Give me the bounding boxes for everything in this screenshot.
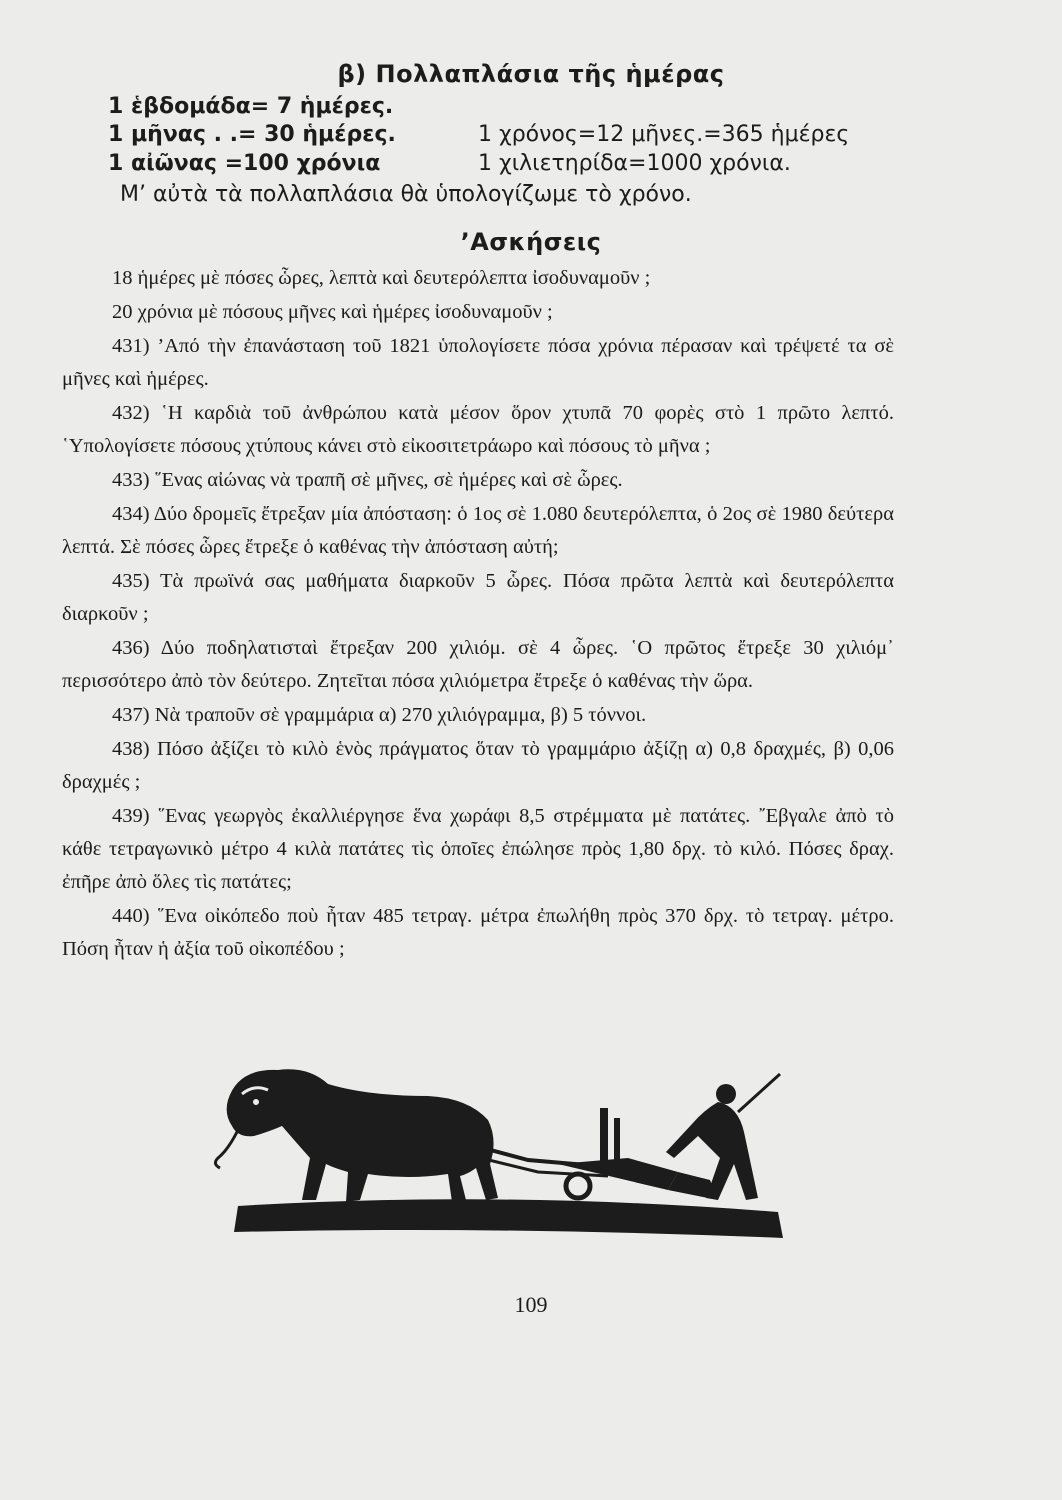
exercise-item: 440) ῞Ενα οἰκόπεδο ποὺ ἦταν 485 τετραγ. μέτρα ἐπωλήθη πρὸς 370 δρχ. τὸ τετραγ. μέτρο. Πόση ἦταν ἡ ἀξία τοῦ οἰκοπέδου ; [62, 905, 894, 960]
plough-wheel [566, 1174, 590, 1198]
plough-post [600, 1108, 608, 1170]
exercise-item: 433) ῞Ενας αἰώνας νὰ τραπῆ σὲ μῆνες, σὲ ἡμέρες καὶ σὲ ὧρες. [112, 469, 623, 491]
equivalence-millennium [478, 151, 791, 176]
exercises-heading: ’Ασκήσεις [460, 228, 602, 256]
horse-eye [253, 1099, 259, 1105]
exercise-item: 436) Δύο ποδηλατισταὶ ἔτρεξαν 200 χιλιόμ. σὲ 4 ὧρες. ῾Ο πρῶτος ἔτρεξε 30 χιλιόμ᾿ περισσότερο ἀπὸ τὸν δεύτερο. Ζητεῖται πόσα χιλιόμετρα ἔτρεξε ὁ καθένας τὴν ὥρα. [62, 637, 894, 692]
ground-strip [234, 1199, 783, 1238]
exercise-item: 434) Δύο δρομεῖς ἔτρεξαν μία ἀπόσταση: ὁ 1ος σὲ 1.080 δευτερόλεπτα, ὁ 2ος σὲ 1980 δεύτερα λεπτά. Σὲ πόσες ὧρες ἔτρεξε ὁ καθένας τὴν ἀπόσταση αὐτή; [62, 503, 894, 558]
plough-post [614, 1118, 620, 1168]
ploughing-illustration [198, 1040, 788, 1250]
equivalence-right: 1 χρόνος=12 μῆνες.=365 ἡμέρες [478, 122, 850, 147]
equivalence-century [108, 151, 380, 176]
exercise-list [62, 262, 894, 966]
exercise-item: 438) Πόσο ἀξίζει τὸ κιλὸ ἑνὸς πράγματος ὅταν τὸ γραμμάριο ἀξίζῃ α) 0,8 δραχμές, β) 0,06 δραχμές ; [62, 738, 894, 793]
equivalence-right: 1 χιλιετηρίδα=1000 χρόνια. [478, 151, 791, 176]
equivalence-left: 1 ἑβδομάδα= 7 ἡμέρες. [108, 94, 394, 119]
ploughman-stick [738, 1074, 780, 1112]
exercise-item: 437) Νὰ τραποῦν σὲ γραμμάρια α) 270 χιλιόγραμμα, β) 5 τόννοι. [112, 704, 647, 726]
exercise-item: 20 χρόνια μὲ πόσους μῆνες καὶ ἡμέρες ἰσοδυναμοῦν ; [112, 301, 553, 323]
equivalence-left: 1 μῆνας . .= 30 ἡμέρες. [108, 122, 396, 147]
equivalence-month [108, 122, 396, 147]
equivalence-year [478, 122, 849, 147]
exercise-item: 435) Τὰ πρωϊνά σας μαθήματα διαρκοῦν 5 ὧρες. Πόσα πρῶτα λεπτὰ καὶ δευτερόλεπτα διαρκοῦν ; [62, 570, 894, 625]
exercise-item: 439) ῞Ενας γεωργὸς ἐκαλλιέργησε ἕνα χωράφι 8,5 στρέμματα μὲ πατάτες. ῎Εβγαλε ἀπὸ τὸ κάθε τετραγωνικὸ μέτρο 4 κιλὰ πατάτες τὶς ὁποῖες ἐπώλησε πρὸς 1,80 δρχ. τὸ κιλό. Πόσες δραχ. ἐπῆρε ἀπὸ ὅλες τὶς πατάτες; [62, 805, 894, 893]
exercise-item: 18 ἡμέρες μὲ πόσες ὧρες, λεπτὰ καὶ δευτερόλεπτα ἰσοδυναμοῦν ; [112, 267, 651, 289]
exercise-item: 431) ’Από τὴν ἐπανάσταση τοῦ 1821 ὑπολογίσετε πόσα χρόνια πέρασαν καὶ τρέψετέ τα σὲ μῆνες καὶ ἡμέρες. [62, 335, 894, 390]
page-number: 109 [514, 1292, 548, 1317]
ploughman-head [716, 1084, 736, 1104]
equivalence-week [108, 94, 393, 119]
rein-line [215, 1130, 238, 1168]
multiples-note: Μ’ αὐτὰ τὰ πολλαπλάσια θὰ ὑπολογίζωμε τὸ χρόνο. [120, 182, 692, 207]
section-subtitle: β) Πολλαπλάσια τῆς ἡμέρας [337, 60, 725, 88]
equivalence-left: 1 αἰῶνας =100 χρόνια [108, 151, 381, 176]
exercise-item: 432) ῾Η καρδιὰ τοῦ ἀνθρώπου κατὰ μέσον ὅρον χτυπᾶ 70 φορὲς στὸ 1 πρῶτο λεπτό. ῾Υπολογίσετε πόσους χτύπους κάνει στὸ εἰκοσιτετράωρο καὶ πόσους τὸ μῆνα ; [62, 402, 894, 457]
